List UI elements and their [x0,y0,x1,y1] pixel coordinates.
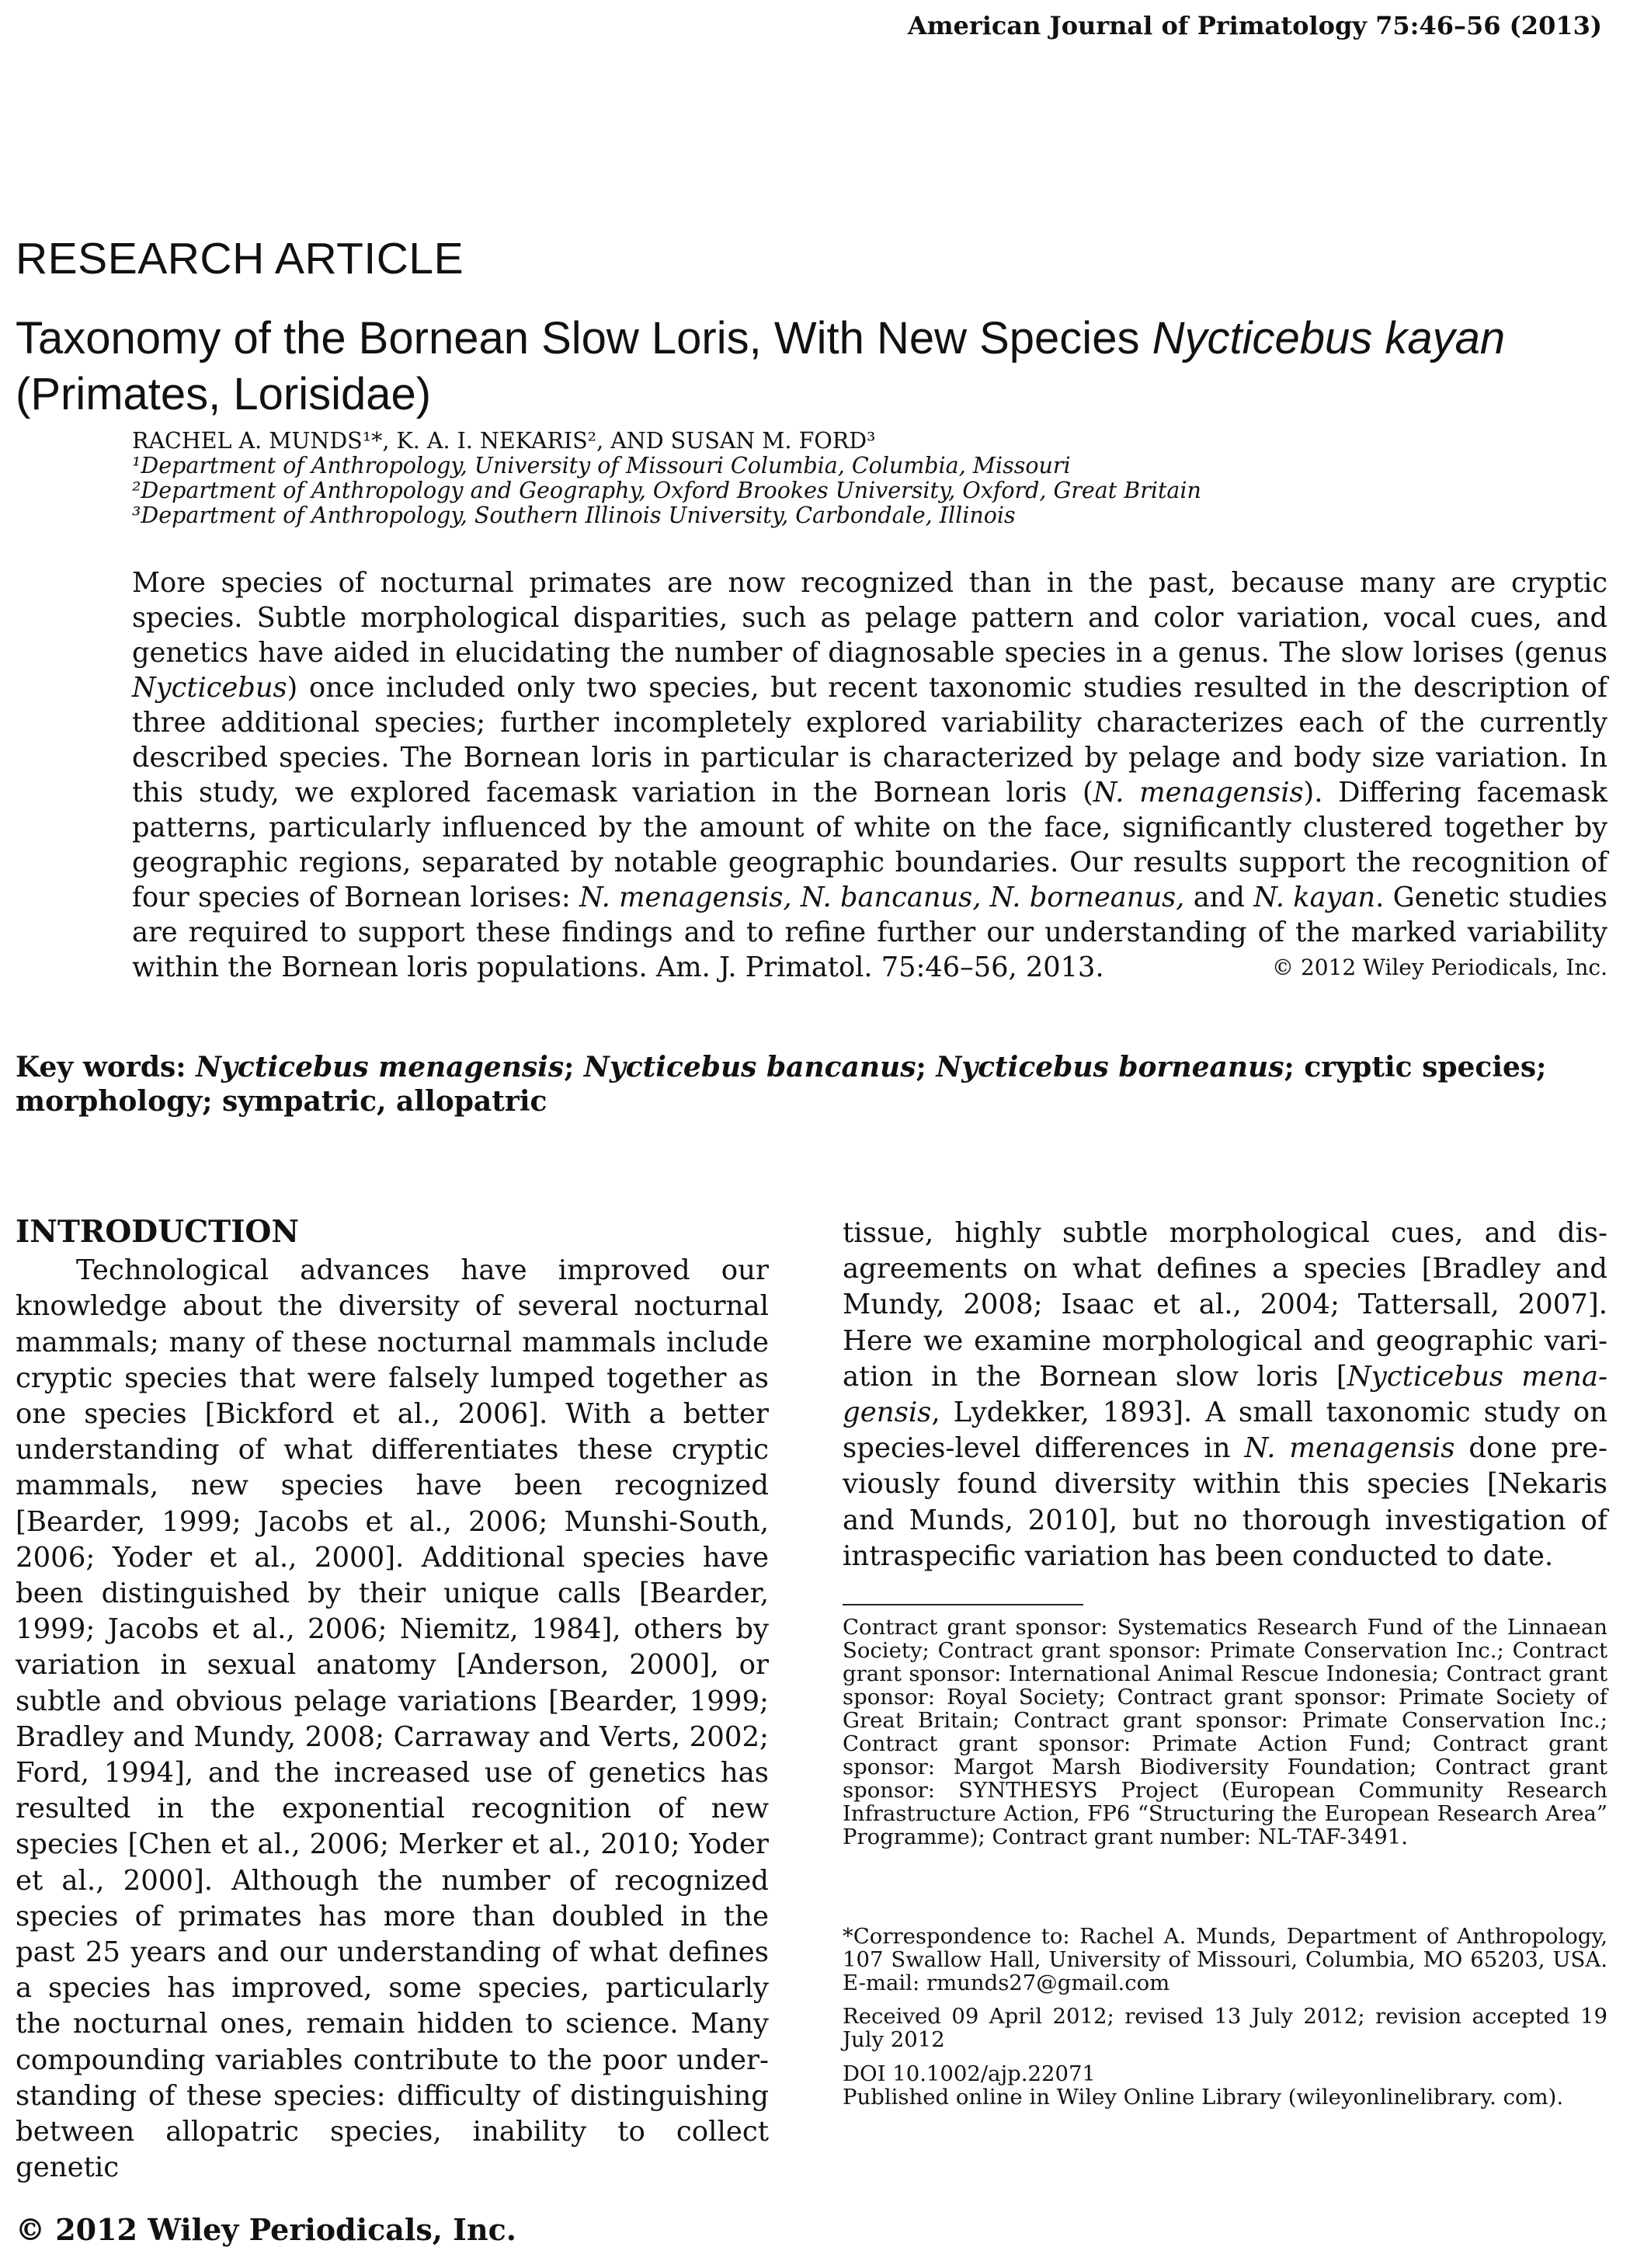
footnote-published: Published online in Wiley Online Library (wileyonlinelibrary. com). [843,2085,1564,2110]
title-subtitle: (Primates, Lorisidae) [16,369,432,419]
body-text: tissue, highly subtle morphological cues, and disagreements on what defines a species [Bradley and Mundy, 2008; Isaac et al., 2004; Tattersall, 2007]. Here we examine morphological and geographic variation in the Bornean slow loris [ [843,1217,1607,1393]
keyword: Nycticebus bancanus [583,1051,916,1084]
footnote-doi: DOI 10.1002/ajp.22071 [843,2061,1096,2086]
article-type: RESEARCH ARTICLE [16,234,464,284]
abstract-text: More species of nocturnal primates are now recognized than in the past, because many are cryptic species. Subtle morphological disparities, such as pelage pattern and color variation, vocal cues, and genetics have aided in elucidating the number of diagnosable species in a genus. The slow lorises (genus [132,567,1607,669]
abstract [132,565,1607,985]
title-text: Taxonomy of the Bornean Slow Loris, With New Species [16,313,1152,364]
column-left [16,1214,769,2186]
keyword: Nycticebus menagensis [196,1051,565,1084]
abstract-species: N. menagensis, N. bancanus, N. borneanus, [579,882,1185,913]
title-species: Nycticebus kayan [1152,313,1506,364]
abstract-text: ) once included only two species, but recent taxonomic studies resulted in the description of three additional species; further incompletely explored variability characterizes each of the currently described species. The Bornean loris in particular is characterized by pelage and body size variation. In this study, we explored facemask variation in the Bornean loris ( [132,672,1607,809]
abstract-text: . Genetic studies are required to support these findings and to refine further our understanding of the marked variability within the Bornean loris populations. Am. J. Primatol. 75:46–56, 2013. [132,882,1607,983]
body-paragraph: Technological advances have improved our knowledge about the diversity of several nocturnal mammals; many of these nocturnal mammals include cryptic species that were falsely lumped together as one species [Bickford et al., 2006]. With a better understanding of what differentiates these cryptic mammals, new species have been recognized [Bearder, 1999; Jacobs et al., 2006; Munshi-South, 2006; Yoder et al., 2000]. Additional species have been distinguished by their unique calls [Bearder, 1999; Jacobs et al., 2006; Niemitz, 1984], others by variation in sexual anatomy [Anderson, 2000], or subtle and obvious pelage variations [Bearder, 1999; Bradley and Mundy, 2008; Carraway and Verts, 2002; Ford, 1994], and the increased use of genetics has resulted in the exponential recognition of new species [Chen et al., 2006; Merker et al., 2010; Yoder et al., 2000]. Although the number of recognized species of primates has more than doubled in the past 25 years and our understanding of what defines a species has improved, some species, particularly the nocturnal ones, remain hidden to science. Many compounding variables contribute to the poor understanding of these species: difficulty of distinguishing between allopatric species, inability to collect genetic [16,1254,769,2184]
keyword: Nycticebus borneanus [936,1051,1284,1084]
abstract-species: Nycticebus [132,672,287,704]
footnote-rule [843,1604,1083,1605]
abstract-copyright: © 2012 Wiley Periodicals, Inc. [1272,955,1607,980]
abstract-text: and [1184,882,1254,913]
keywords-label: Key words: [16,1051,186,1084]
author-names: RACHEL A. MUNDS¹*, K. A. I. NEKARIS², AND SUSAN M. FORD³ [132,428,876,454]
keyword-rest: ; cryptic species; morphology; sympatric, allopatric [16,1051,1547,1118]
keyword-separator: ; [916,1051,937,1084]
footnote-grants: Contract grant sponsor: Systematics Research Fund of the Linnaean Society; Contract grant sponsor: Primate Conservation Inc.; Contract grant sponsor: International Animal Rescue Indonesia; Contract grant sponsor: Royal Society; Contract grant sponsor: Primate Society of Great Britain; Contract grant sponsor: Primate Conservation Inc.; Contract grant sponsor: Primate Action Fund; Contract grant sponsor: Margot Marsh Biodiversity Foundation; Contract grant sponsor: SYNTHESYS Project (European Community Research Infrastructure Action, FP6 “Structuring the European Research Area” Programme); Contract grant number: NL-TAF-3491. [843,1615,1607,1849]
author-block [132,429,1561,528]
journal-citation: American Journal of Primatology 75:46–56 (2013) [907,11,1602,40]
footnote-received: Received 09 April 2012; revised 13 July 2012; revision accepted 19 July 2012 [843,2004,1607,2052]
body-text: done previously found diversity within this species [Nekaris and Munds, 2010], but no thorough investigation of intraspecific variation has been conducted to date. [843,1432,1607,1572]
keywords [16,1050,1600,1118]
abstract-species: N. kayan [1253,882,1376,913]
column-right [843,1216,1607,1574]
body-species: N. menagensis [1244,1432,1455,1465]
body-paragraph [843,1216,1607,1574]
page-footer-copyright: © 2012 Wiley Periodicals, Inc. [16,2212,516,2247]
keyword-separator: ; [564,1051,584,1084]
body-species: Nycticebus menagensis [843,1360,1607,1429]
body-text: , Lydekker, 1893]. A small taxonomic study on species-level differences in [843,1397,1607,1465]
abstract-text: ). Differing facemask patterns, particularly influenced by the amount of white on the face, significantly clustered together by geographic regions, separated by notable geographic boundaries. Our results support the recognition of four species of Bornean lorises: [132,777,1607,913]
affiliation: ³Department of Anthropology, Southern Illinois University, Carbondale, Illinois [132,503,1016,528]
affiliation: ²Department of Anthropology and Geography, Oxford Brookes University, Oxford, Great Britain [132,478,1201,503]
abstract-species: N. menagensis [1093,777,1304,809]
footnote-correspondence: *Correspondence to: Rachel A. Munds, Department of Anthropology, 107 Swallow Hall, University of Missouri, Columbia, MO 65203, USA. E-mail: rmunds27@gmail.com [843,1924,1607,1995]
section-heading: INTRODUCTION [16,1214,300,1250]
affiliation: ¹Department of Anthropology, University of Missouri Columbia, Columbia, Missouri [132,453,1071,478]
article-title [16,311,1569,423]
